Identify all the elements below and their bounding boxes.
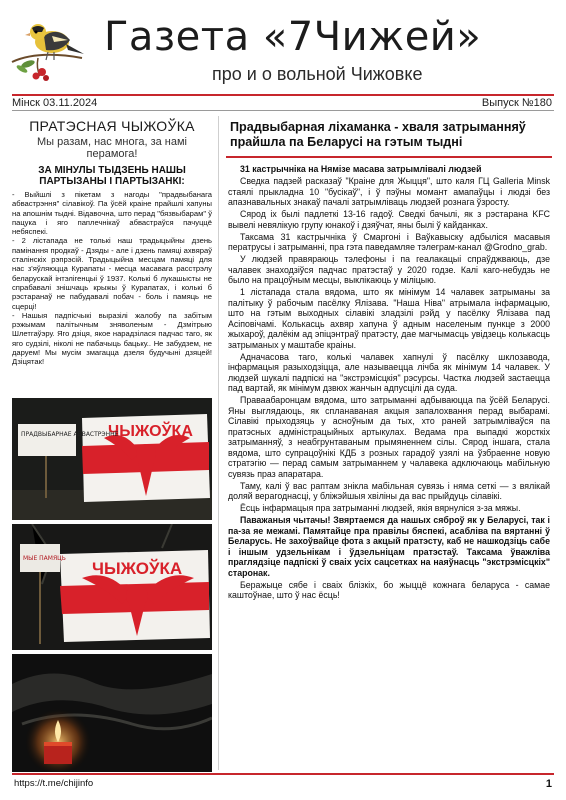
section-slogan: Мы разам, нас многа, за намі перамога! xyxy=(37,136,187,160)
page-number: 1 xyxy=(545,778,552,790)
flag-caption: ЧЫЖОЎКА xyxy=(108,423,193,440)
article-paragraph: Ёсць інфармацыя пра затрыманні людзей, якія вярнуліся з-за мяжы. xyxy=(240,503,521,513)
article-paragraph: Сярод іх былі падлеткі 13-16 гадоў. Сведкі бачылі, як з рэстарана KFC вывелі невялікую групу юнакоў і дзяўчат, яны былі ў кайданках. xyxy=(228,209,550,230)
article-paragraph: 1 лістапада стала вядома, што як мінімум 14 чалавек затрыманы за палітыку ў рабочым пасёлку Ялізава. "Наша Ніва" атрымала інфармацыю, што на гэтым выходных сілавікі зладзілі рэйд у пасёлку Ялізава пад Асіповічамі. Колькасць ахвяр хапуна ў адным населеным пункце з 2000 жыхароў, далёкім ад эпіцэнтраў пратэсту, дае магчымасць увідзець колькасць затрыманых у маштабе краіны. xyxy=(228,287,550,350)
telegram-link[interactable]: https://t.me/chijinfo xyxy=(14,778,94,789)
protest-sign: ПРАДВЫБАРНАЕ АБВАСТРЭННЕ xyxy=(21,431,119,438)
dateline-divider xyxy=(12,110,554,111)
protest-sign: МЫЕ ПАМЯЦЬ xyxy=(23,555,66,562)
article-headline: Прадвыбарная ліхаманка - хваля затрыманняў прайшла па Беларусі на гэтым тыдні xyxy=(230,120,526,149)
issue-number: Выпуск №180 xyxy=(481,97,552,109)
column-divider xyxy=(218,116,219,770)
memorial-candle-photo xyxy=(12,654,212,772)
article-paragraph: У людзей правяраюць тэлефоны і па геалакацыі спраўджваюць, дзе чалавек знаходзіўся падчас пратэстаў у 2020 годзе. Калі каго-небудзь не было на працоўным месцы, выклікаюць у міліцыю. xyxy=(228,254,550,285)
left-column xyxy=(12,114,212,367)
footer-divider xyxy=(12,773,554,775)
section-body xyxy=(12,190,212,367)
article-paragraph: Таксама 31 кастрычніка ў Смаргоні і Ваўкавыску адбыліся масавыя ператрусы і затрыманні, пра гэта паведамляе тэлеграм-канал @Grodno_grab. xyxy=(228,231,550,252)
headline-rule xyxy=(226,156,552,158)
protest-photo-1 xyxy=(12,398,212,520)
section-heading: ЗА МІНУЛЫ ТЫДЗЕНЬ НАШЫ ПАРТЫЗАНЫ І ПАРТЫЗАНКІ: xyxy=(38,165,186,187)
goldfinch-logo-icon xyxy=(8,6,88,84)
left-paragraph: - Выйшлі з пікетам з нагоды "прадвыбанага абвастрэння" сілавікоў. Па ўсёй краіне прайшлі хапуны на апошнім тыдні. Відавочна, што перад "бязвыбарам" ў пацука і яго паплечнікаў абвастраўся пачуццё небяспекі. xyxy=(12,190,212,237)
article-paragraph: Паважаныя чытачы! Звяртаемся да нашых сяброў як у Беларусі, так і па-за яе межамі. Памятайце пра правілы бяспекі, асабліва па вяртанні ў Беларусь. Не захоўвайце фота з акцый пратэсту, каб не нашкодзіць сабе і іншым удзельнікам і ўдзельніцам пратэстаў. Таксама ўважліва праглядзіце падпіскі ў сваіх усіх сацсетках на наяўнасць "экстрэмісцкіх" старонак. xyxy=(228,515,550,578)
article-paragraph: Таму, калі ў вас раптам знікла мабільная сувязь і няма сеткі — з вялікай доляй верагоднасці, у бліжэйшыя хвіліны да вас прыйдуць сілавікі. xyxy=(228,480,550,501)
dateline: Мінск 03.11.2024 xyxy=(12,97,98,109)
flag-caption: ЧЫЖОЎКА xyxy=(92,559,183,578)
newspaper-title: Газета «7Чижей» xyxy=(104,14,482,60)
header-divider xyxy=(12,94,554,96)
left-paragraph: - 2 лістапада не толькі наш традыцыйны дзень памінання продкаў - Дзяды - але і дзень памяці ахвяраў сталінскіх рэпрэсій. Традыцыйна месцам памяці для нас з'яўляюцца Курапаты - месца масавага расстрэлу беларускай інтэлігенцыі ў 1937. Колькі б лукашысты не спрабавалі знішчаць крыжы ў Курапатах, і колькі б рэстаранаў не пабудавалі побач - боль і памяць не сцерці! xyxy=(12,236,212,311)
section-title: ПРАТЭСНАЯ ЧЫЖОЎКА xyxy=(29,118,195,134)
article-body xyxy=(224,164,554,601)
article-paragraph: Беражыце сябе і сваіх блізкіх, бо жыццё кожнага беларуса - самае каштоўнае, што ў нас ёсць! xyxy=(228,579,550,600)
article-paragraph: Адначасова таго, колькі чалавек хапнулі ў пасёлку шклозавода, інфармацыя разыходзіцца, але называецца лічба як мінімум 14 чалавек. У людзей шукалі падпіскі на "экстрэмісцкія" рэсурсы. Частка людзей застаецца пад вартай, як мінімум дзвюх жанчын адпусцілі да суда. xyxy=(228,351,550,393)
masthead xyxy=(0,0,566,96)
protest-photo-2 xyxy=(12,524,212,650)
left-paragraph: - Нашыя падпісчыкі выразілі жалобу па забітым рэжымам палітычным зняволеным - Дзмітрыю Шлетгаўэру. Яго дзіця, якое нарадзілася падчас таго, як яго судзілі, ніколі не пабачыць бацьку.. Не забудзем, не даруем! Мы мусім змагацца дзеля будучыні дзяцей! Дзіцятак! xyxy=(12,310,212,367)
article-paragraph: Сведка падзей расказаў "Краіне для Жыцця", што каля ГЦ Galleria Minsk стаялі прыкладна 10 "бусікаў", і ў пэўны момант амапаўцы і людзі без апазнавальных знакаў пачалі затрымліваць людзей рознага ўзросту. xyxy=(228,176,550,207)
article-paragraph: Праваабаронцам вядома, што затрыманні адбываюцца па ўсёй Беларусі. Яны выглядаюць, як спланаваная акцыя запалохвання перад выбарамі. Сілавікі прыходзяць у асноўным да тых, хто раней затрымліваўся па пратэсных адміністрацыйных артыкулах. Ведама пра выпадкі жорсткіх затрыманняў, з неабгрунтаваным прымяненнем сілы. Сярод іншага, стала вядома, што супрацоўнікі КДБ з розных гарадоў узялі на ўзбраенне новую стратэгію — перад самым затрыманнем у чалавека адключаюць мабільную сувязь праз апаратара. xyxy=(228,395,550,479)
newspaper-subtitle: про и о вольной Чижовке xyxy=(212,64,423,84)
main-article xyxy=(224,114,554,602)
article-paragraph: 31 кастрычніка на Нямізе масава затрымлівалі людзей xyxy=(240,164,482,174)
